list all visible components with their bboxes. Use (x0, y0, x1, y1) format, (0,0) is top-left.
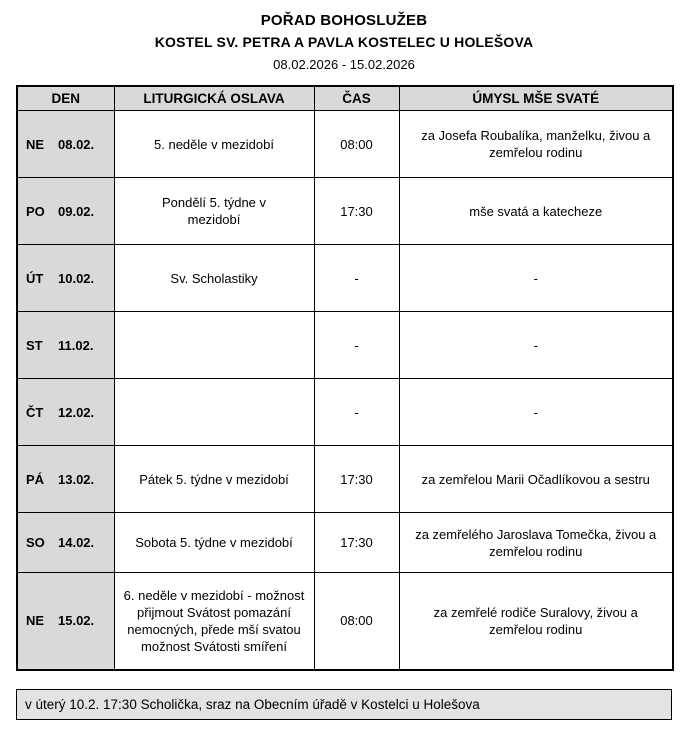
column-header-umysl: ÚMYSL MŠE SVATÉ (399, 86, 673, 111)
day-date: 11.02. (58, 337, 94, 353)
footer-note: v úterý 10.2. 17:30 Scholička, sraz na Obecním úřadě v Kostelci u Holešova (16, 689, 672, 720)
celebration-cell (114, 379, 314, 446)
intention-cell: mše svatá a katecheze (399, 178, 673, 245)
intention-cell: za zemřelé rodiče Suralovy, živou a zemřelou rodinu (399, 573, 673, 670)
column-header-liturgicka-oslava: LITURGICKÁ OSLAVA (114, 86, 314, 111)
time-cell: - (314, 379, 399, 446)
celebration-cell: Sobota 5. týdne v mezidobí (114, 513, 314, 573)
intention-cell: za zemřelého Jaroslava Tomečka, živou a zemřelou rodinu (399, 513, 673, 573)
den-cell (17, 573, 114, 670)
table-row (17, 111, 673, 178)
day-abbr: PO (26, 203, 45, 219)
day-abbr: SO (26, 535, 45, 550)
document-header (16, 12, 672, 72)
day-date: 15.02. (58, 613, 95, 629)
church-name: KOSTEL SV. PETRA A PAVLA KOSTELEC U HOLEŠOVA (154, 34, 534, 50)
table-row (17, 245, 673, 312)
celebration-cell: 5. neděle v mezidobí (114, 111, 314, 178)
day-abbr: ČT (26, 404, 44, 420)
table-row (17, 178, 673, 245)
intention-cell: za Josefa Roubalíka, manželku, živou a zemřelou rodinu (399, 111, 673, 178)
intention-cell: - (399, 312, 673, 379)
day-date: 09.02. (58, 203, 95, 219)
table-row (17, 573, 673, 670)
den-cell (17, 379, 114, 446)
table-row (17, 379, 673, 446)
celebration-cell: Pondělí 5. týdne v mezidobí (114, 178, 314, 245)
table-row (17, 513, 673, 573)
table-header-row (17, 86, 673, 111)
schedule-table (16, 85, 674, 671)
table-row (17, 446, 673, 513)
time-cell: 17:30 (314, 513, 399, 573)
time-cell: 08:00 (314, 573, 399, 670)
time-cell: 17:30 (314, 446, 399, 513)
den-cell (17, 111, 114, 178)
den-cell (17, 312, 114, 379)
time-cell: - (314, 312, 399, 379)
intention-cell: za zemřelou Marii Očadlíkovou a sestru (399, 446, 673, 513)
day-date: 12.02. (58, 404, 95, 420)
den-cell (17, 178, 114, 245)
den-cell (17, 446, 114, 513)
day-abbr: ST (26, 337, 43, 353)
den-cell (17, 513, 114, 573)
table-row (17, 312, 673, 379)
column-header-den: DEN (17, 86, 114, 111)
day-date: 13.02. (58, 471, 95, 487)
day-abbr: ÚT (26, 270, 44, 286)
day-date: 14.02. (58, 535, 95, 550)
celebration-cell: Sv. Scholastiky (114, 245, 314, 312)
day-abbr: PÁ (26, 471, 45, 487)
document-title: POŘAD BOHOSLUŽEB (260, 12, 428, 29)
celebration-cell: Pátek 5. týdne v mezidobí (114, 446, 314, 513)
date-range: 08.02.2026 - 15.02.2026 (273, 57, 415, 72)
time-cell: 17:30 (314, 178, 399, 245)
column-header-cas: ČAS (314, 86, 399, 111)
time-cell: 08:00 (314, 111, 399, 178)
day-date: 08.02. (58, 136, 95, 152)
time-cell: - (314, 245, 399, 312)
celebration-cell: 6. neděle v mezidobí - možnost přijmout Svátost pomazání nemocných, přede mší svatou možnost Svátosti smíření (114, 573, 314, 670)
day-date: 10.02. (58, 270, 95, 286)
intention-cell: - (399, 245, 673, 312)
intention-cell: - (399, 379, 673, 446)
den-cell (17, 245, 114, 312)
day-abbr: NE (26, 613, 45, 629)
day-abbr: NE (26, 136, 45, 152)
celebration-cell (114, 312, 314, 379)
